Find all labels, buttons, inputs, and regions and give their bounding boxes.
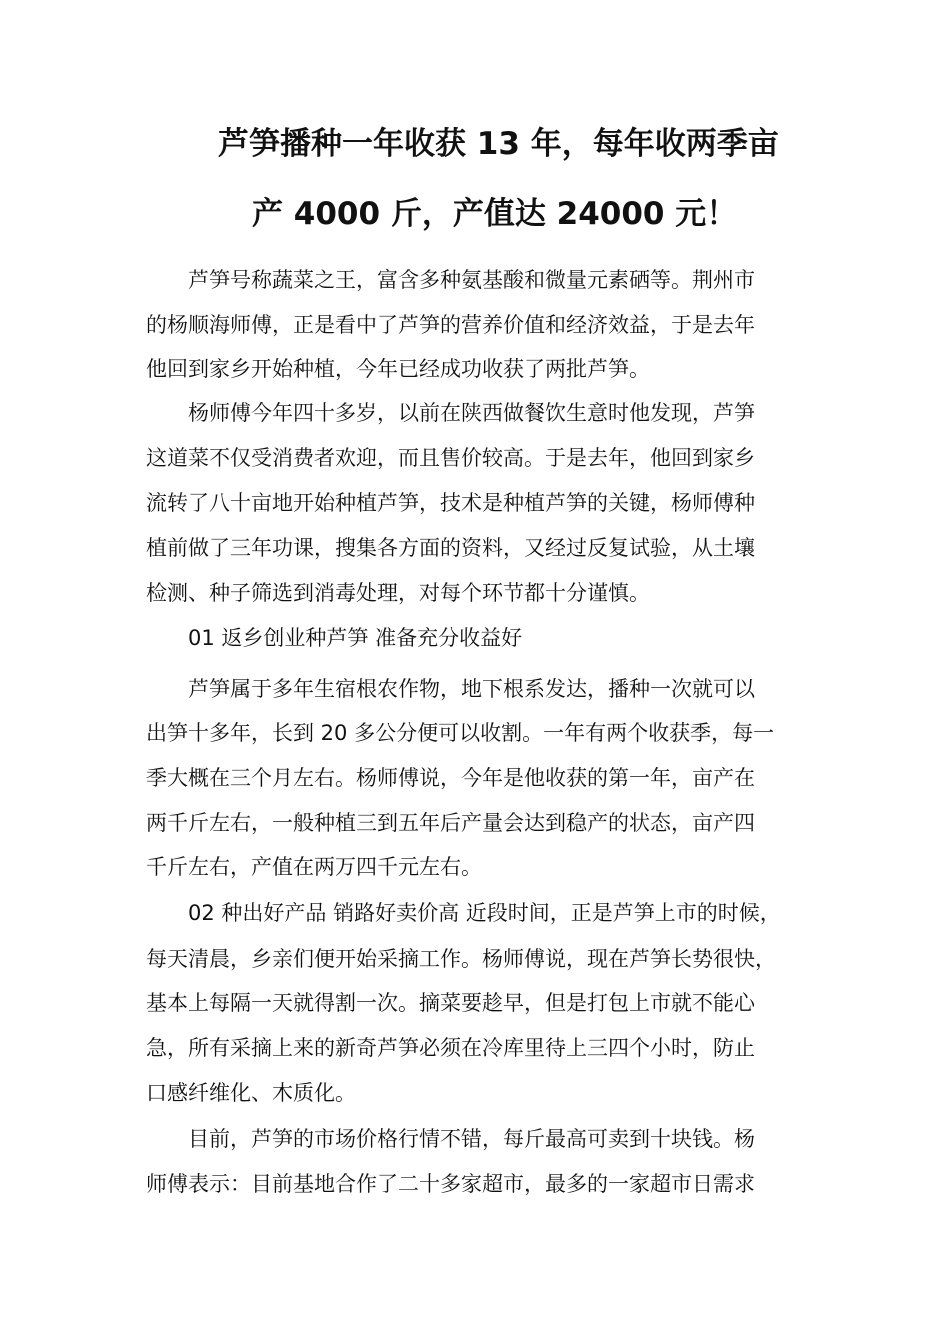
paragraph-3-line-3: 季大概在三个月左右。杨师傅说，今年是他收获的第一年，亩产在: [146, 766, 755, 790]
paragraph-2-line-5: 检测、种子筛选到消毒处理，对每个环节都十分谨慎。: [146, 581, 650, 605]
paragraph-3-line-4: 两千斤左右，一般种植三到五年后产量会达到稳产的状态，亩产四: [146, 811, 755, 835]
document-title-line-1: 芦笋播种一年收获 13 年，每年收两季亩: [218, 126, 779, 162]
paragraph-1-line-3: 他回到家乡开始种植，今年已经成功收获了两批芦笋。: [146, 357, 650, 381]
paragraph-4-line-5: 口感纤维化、木质化。: [146, 1081, 356, 1105]
paragraph-5-line-2: 师傅表示：目前基地合作了二十多家超市，最多的一家超市日需求: [146, 1172, 755, 1196]
paragraph-3-line-5: 千斤左右，产值在两万四千元左右。: [146, 855, 482, 879]
paragraph-2-line-1: 杨师傅今年四十多岁，以前在陕西做餐饮生意时他发现，芦笋: [188, 401, 755, 425]
paragraph-2-line-2: 这道菜不仅受消费者欢迎，而且售价较高。于是去年，他回到家乡: [146, 446, 755, 470]
section-heading-01: 01 返乡创业种芦笋 准备充分收益好: [188, 626, 523, 650]
paragraph-1-line-1: 芦笋号称蔬菜之王，富含多种氨基酸和微量元素硒等。荆州市: [188, 268, 755, 292]
paragraph-1-line-2: 的杨顺海师傅，正是看中了芦笋的营养价值和经济效益，于是去年: [146, 313, 755, 337]
paragraph-4-line-1: 02 种出好产品 销路好卖价高 近段时间，正是芦笋上市的时候，: [188, 901, 781, 925]
paragraph-2-line-4: 植前做了三年功课，搜集各方面的资料，又经过反复试验，从土壤: [146, 536, 755, 560]
paragraph-4-line-4: 急，所有采摘上来的新奇芦笋必须在冷库里待上三四个小时，防止: [146, 1036, 755, 1060]
paragraph-4-line-3: 基本上每隔一天就得割一次。摘菜要趁早，但是打包上市就不能心: [146, 991, 755, 1015]
paragraph-4-line-2: 每天清晨，乡亲们便开始采摘工作。杨师傅说，现在芦笋长势很快，: [146, 947, 776, 971]
paragraph-5-line-1: 目前，芦笋的市场价格行情不错，每斤最高可卖到十块钱。杨: [188, 1127, 755, 1151]
document-title-line-2: 产 4000 斤，产值达 24000 元！: [252, 196, 738, 232]
paragraph-3-line-1: 芦笋属于多年生宿根农作物，地下根系发达，播种一次就可以: [188, 677, 755, 701]
paragraph-3-line-2: 出笋十多年，长到 20 多公分便可以收割。一年有两个收获季，每一: [146, 721, 775, 745]
paragraph-2-line-3: 流转了八十亩地开始种植芦笋，技术是种植芦笋的关键，杨师傅种: [146, 491, 755, 515]
